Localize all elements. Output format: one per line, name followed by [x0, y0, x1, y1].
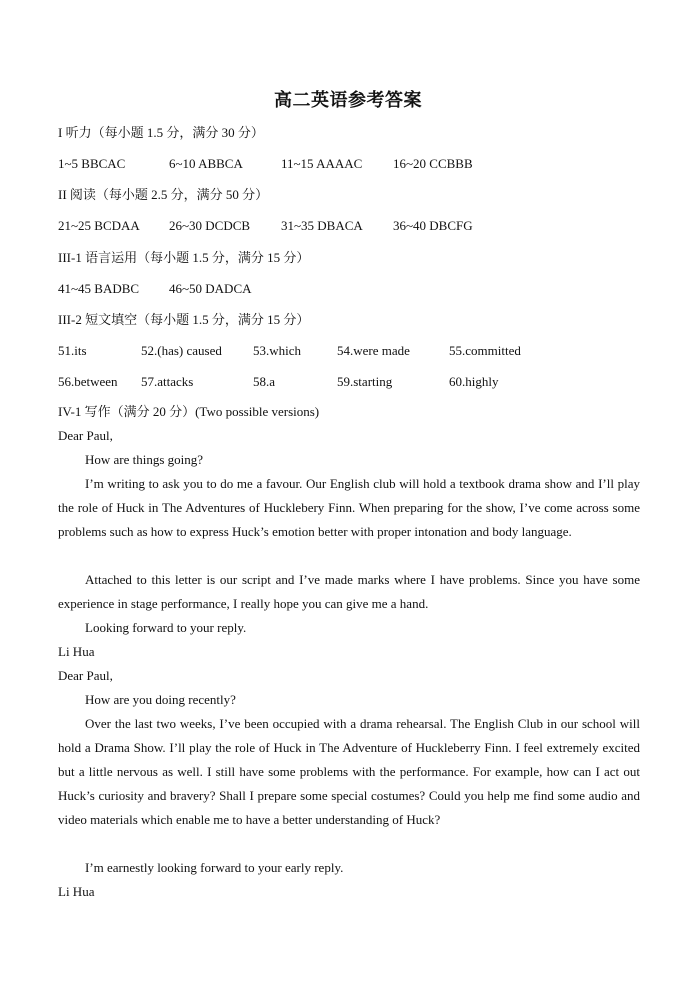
- letter-1-greeting: Dear Paul,: [58, 428, 113, 443]
- blank-answer: 52.(has) caused: [141, 343, 222, 358]
- letter-2-closing: I’m earnestly looking forward to your early reply.: [85, 860, 344, 875]
- listening-heading: I 听力（每小题 1.5 分，满分 30 分）: [58, 125, 264, 140]
- blank-answer: 59.starting: [337, 374, 393, 389]
- blank-answer: 60.highly: [449, 374, 499, 389]
- answer-group: 36~40 DBCFG: [393, 218, 473, 233]
- answer-group: 6~10 ABBCA: [169, 156, 243, 171]
- letter-2-signature: Li Hua: [58, 884, 95, 899]
- writing-heading: IV-1 写作（满分 20 分）(Two possible versions): [58, 404, 320, 419]
- fill-blank-row-2: [0, 373, 696, 391]
- fill-blank-heading: III-2 短文填空（每小题 1.5 分，满分 15 分）: [58, 312, 310, 327]
- letter-1-signature: Li Hua: [58, 644, 95, 659]
- reading-answers-row: [0, 217, 696, 235]
- language-use-answers-row: [0, 280, 696, 298]
- letter-2-greeting: Dear Paul,: [58, 668, 113, 683]
- blank-answer: 53.which: [253, 343, 302, 358]
- answer-group: 26~30 DCDCB: [169, 218, 251, 233]
- answer-group: 11~15 AAAAC: [281, 156, 363, 171]
- blank-answer: 55.committed: [449, 343, 521, 358]
- reading-heading: II 阅读（每小题 2.5 分，满分 50 分）: [58, 187, 269, 202]
- answer-group: 46~50 DADCA: [169, 281, 252, 296]
- letter-1-paragraph-2: Attached to this letter is our script and I’ve made marks where I have problems. Since you have some experience in stage performance, I really hope you can give me a hand.: [58, 572, 640, 611]
- language-use-heading: III-1 语言运用（每小题 1.5 分，满分 15 分）: [58, 250, 310, 265]
- blank-answer: 51.its: [58, 343, 87, 358]
- letter-1-paragraph-1: I’m writing to ask you to do me a favour. Our English club will hold a textbook drama show and I’ll play the role of Huck in The Adventures of Hucklebery Finn. When preparing for the show, I’ve come across some problems such as how to express Huck’s emotion better with proper intonation and body language.: [58, 476, 640, 539]
- fill-blank-row-1: [0, 342, 696, 360]
- answer-group: 16~20 CCBBB: [393, 156, 473, 171]
- blank-answer: 58.a: [253, 374, 276, 389]
- answer-group: 21~25 BCDAA: [58, 218, 140, 233]
- answer-group: 31~35 DBACA: [281, 218, 363, 233]
- letter-2-opening: How are you doing recently?: [85, 692, 236, 707]
- listening-answers-row: [0, 155, 696, 173]
- letter-1-opening: How are things going?: [85, 452, 204, 467]
- answer-group: 1~5 BBCAC: [58, 156, 126, 171]
- letter-1-closing: Looking forward to your reply.: [85, 620, 247, 635]
- letter-2-paragraph-1: Over the last two weeks, I’ve been occupied with a drama rehearsal. The English Club in our school will hold a Drama Show. I’ll play the role of Huck in The Adventure of Huckleberry Finn. I feel extremely excited but a little nervous as well. I still have some problems with the performance. For example, how can I act out Huck’s curiosity and bravery? Shall I prepare some special costumes? Could you help me find some audio and video materials which enable me to have a better understanding of Huck?: [58, 716, 640, 827]
- page-title: 高二英语参考答案: [274, 90, 422, 111]
- blank-answer: 54.were made: [337, 343, 410, 358]
- answer-group: 41~45 BADBC: [58, 281, 140, 296]
- blank-answer: 57.attacks: [141, 374, 194, 389]
- blank-answer: 56.between: [58, 374, 118, 389]
